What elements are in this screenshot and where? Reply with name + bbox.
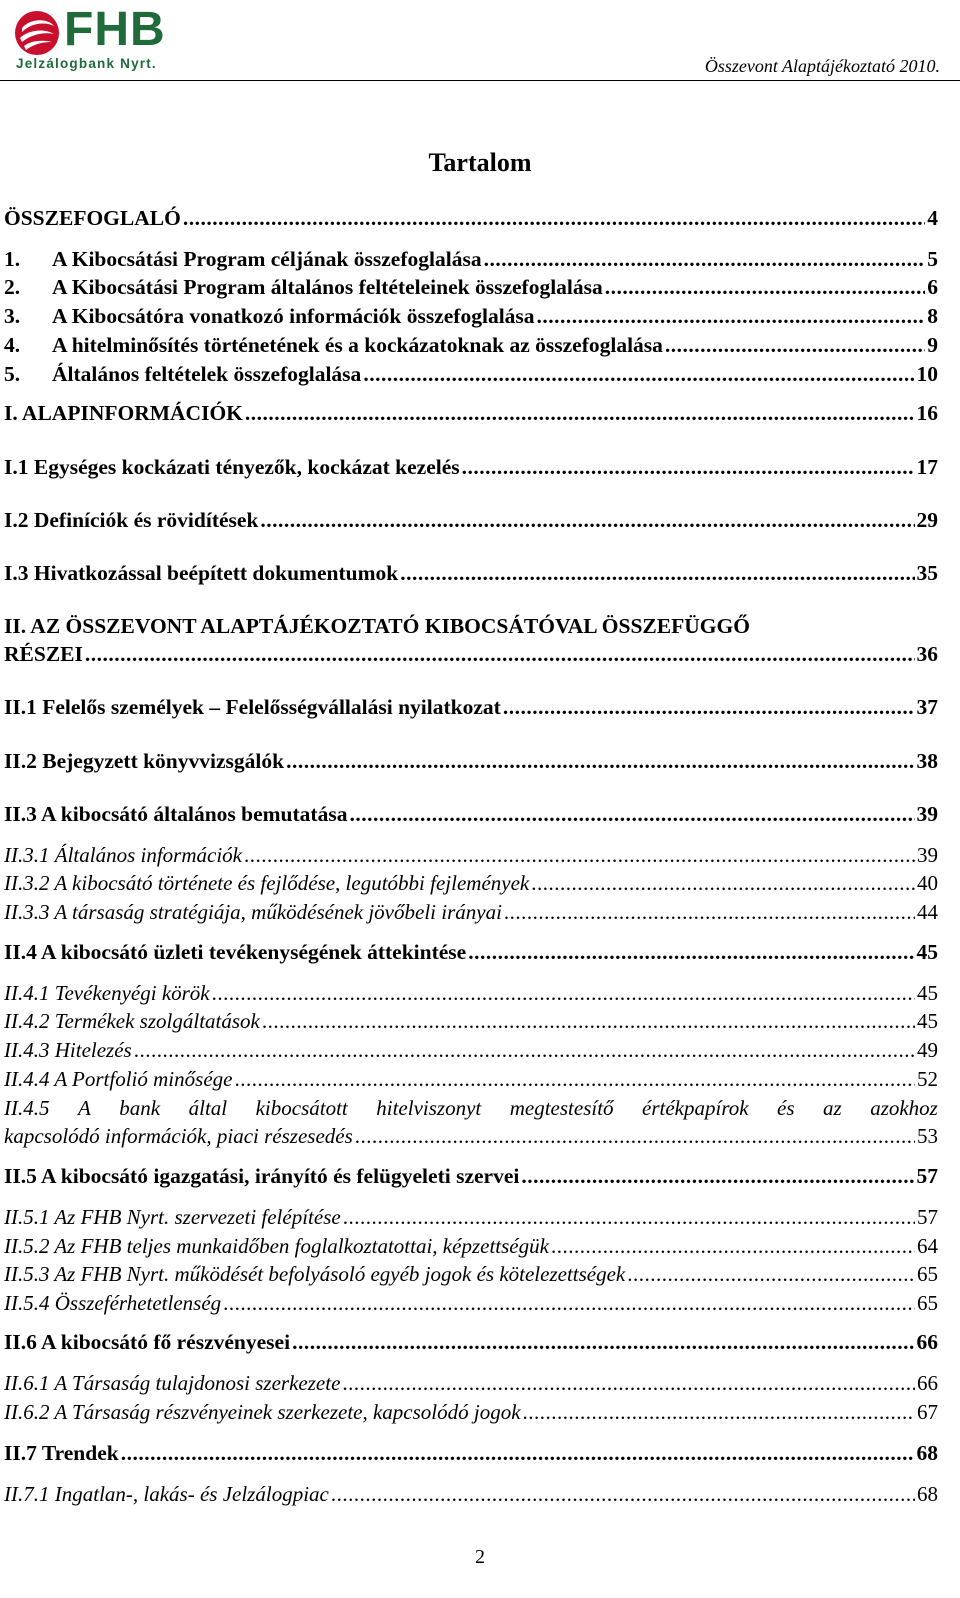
toc-entry[interactable] [4, 1291, 938, 1316]
toc-leader-dots [363, 362, 914, 387]
toc-leader-dots [286, 749, 914, 774]
toc-leader-dots [504, 900, 915, 925]
toc-entry[interactable] [4, 749, 938, 774]
toc-page-number: 36 [916, 642, 938, 666]
toc-leader-dots [523, 1400, 915, 1425]
toc-entry[interactable] [4, 1124, 938, 1149]
toc-entry-number: 2. [4, 275, 21, 299]
toc-entry-label: ÖSSZEFOGLALÓ [4, 206, 181, 230]
toc-entry[interactable] [4, 508, 938, 533]
page-number: 2 [475, 1546, 485, 1568]
toc-entry-label: II.7.1 Ingatlan-, lakás- és Jelzálogpiac [4, 1482, 329, 1506]
toc-leader-dots [245, 401, 915, 426]
toc-entry[interactable] [4, 1038, 938, 1063]
toc-entry-label: I.2 Definíciók és rövidítések [4, 508, 259, 532]
toc-entry-label: II.4.1 Tevékenyégi körök [4, 981, 210, 1005]
toc-entry-label: II.3 A kibocsátó általános bemutatása [4, 802, 348, 826]
toc-entry-label: A Kibocsátási Program céljának összefoglalása [52, 247, 482, 271]
toc-leader-dots [262, 1009, 915, 1034]
toc-leader-dots [244, 843, 915, 868]
toc-leader-dots [349, 802, 914, 827]
toc-entry[interactable] [4, 1067, 938, 1092]
toc-entry-label: II.4.3 Hitelezés [4, 1038, 132, 1062]
toc-page-number: 52 [917, 1067, 938, 1091]
logo-subtitle: Jelzálogbank Nyrt. [16, 56, 157, 71]
toc-page-number: 44 [917, 900, 938, 924]
toc-entry-label: II.4.2 Termékek szolgáltatások [4, 1009, 260, 1033]
toc-page-number: 39 [916, 802, 938, 826]
toc-page-number: 67 [917, 1400, 938, 1424]
toc-page-number: 16 [916, 401, 938, 425]
toc-entry[interactable] [4, 940, 938, 965]
toc-leader-dots [234, 1067, 915, 1092]
toc-word: által [188, 1096, 228, 1120]
toc-entry[interactable] [4, 561, 938, 586]
toc-leader-dots [551, 1234, 915, 1259]
toc-page-number: 8 [927, 304, 938, 328]
toc-leader-dots [627, 1262, 915, 1287]
toc-entry-label: II.6.1 A Társaság tulajdonosi szerkezete [4, 1371, 341, 1395]
header-divider [0, 80, 960, 81]
toc-entry[interactable] [4, 1441, 938, 1466]
toc-page-number: 66 [916, 1330, 938, 1354]
toc-entry-number: 5. [4, 362, 21, 386]
toc-leader-dots [342, 1371, 915, 1396]
toc-entry-label: II.5.3 Az FHB Nyrt. működését befolyásoló egyéb jogok és kötelezettségek [4, 1262, 626, 1286]
toc-page-number: 40 [917, 871, 938, 895]
toc-entry-label: kapcsolódó információk, piaci részesedés [4, 1124, 353, 1148]
toc-page-number: 38 [916, 749, 938, 773]
toc-entry-label: II.6 A kibocsátó fő részvényesei [4, 1330, 291, 1354]
toc-page-number: 68 [917, 1482, 938, 1506]
toc-word: hitelviszonyt [376, 1096, 482, 1120]
toc-entry[interactable] [4, 871, 938, 896]
toc-leader-dots [85, 642, 915, 667]
toc-leader-dots [503, 695, 915, 720]
toc-entry[interactable] [4, 333, 938, 358]
toc-entry[interactable] [4, 1234, 938, 1259]
toc-entry-label: A hitelminősítés történetének és a kockázatoknak az összefoglalása [52, 333, 663, 357]
toc-page-number: 37 [916, 695, 938, 719]
toc-entry-label: II.4.4 A Portfolió minősége [4, 1067, 233, 1091]
toc-page-number: 5 [927, 247, 938, 271]
document-header-title: Összevont Alaptájékoztató 2010. [704, 56, 940, 76]
toc-entry-label: II.3.1 Általános információk [4, 843, 242, 867]
toc-leader-dots [223, 1291, 915, 1316]
toc-leader-dots [468, 940, 914, 965]
toc-entry-label: A Kibocsátóra vonatkozó információk összefoglalása [52, 304, 535, 328]
toc-entry[interactable] [4, 1482, 938, 1507]
toc-entry[interactable] [4, 981, 938, 1006]
toc-entry[interactable] [4, 275, 938, 300]
toc-entry-label: I.3 Hivatkozással beépített dokumentumok [4, 561, 399, 585]
toc-leader-dots [400, 561, 914, 586]
toc-entry[interactable] [4, 362, 938, 387]
toc-page-number: 9 [927, 333, 938, 357]
toc-entry-label: II.2 Bejegyzett könyvvizsgálók [4, 749, 285, 773]
logo-wordmark: FHB [64, 3, 166, 56]
toc-word: értékpapírok [642, 1096, 749, 1120]
toc-entry[interactable] [4, 900, 938, 925]
toc-entry-label: RÉSZEI [4, 642, 83, 666]
toc-entry[interactable] [4, 1371, 938, 1396]
toc-entry[interactable] [4, 802, 938, 827]
toc-leader-dots [462, 455, 915, 480]
toc-entry-label: II.5.4 Összeférhetetlenség [4, 1291, 222, 1315]
toc-entry[interactable] [4, 1205, 938, 1230]
toc-word: II.4.5 [4, 1096, 50, 1120]
toc-word: kibocsátott [255, 1096, 348, 1120]
toc-leader-dots [121, 1441, 915, 1466]
toc-leader-dots [537, 304, 926, 329]
toc-page-number: 53 [917, 1124, 938, 1148]
toc-leader-dots [343, 1205, 915, 1230]
fhb-logo [14, 3, 188, 74]
toc-entry-label: Általános feltételek összefoglalása [52, 362, 362, 386]
toc-entry[interactable] [4, 304, 938, 329]
toc-leader-dots [331, 1482, 915, 1507]
toc-leader-dots [292, 1330, 914, 1355]
toc-entry-label: II.6.2 A Társaság részvényeinek szerkezete, kapcsolódó jogok [4, 1400, 521, 1424]
toc-leader-dots [605, 275, 925, 300]
toc-leader-dots [521, 1164, 914, 1189]
toc-entry-label: II.5.2 Az FHB teljes munkaidőben foglalkoztatottai, képzettségük [4, 1234, 549, 1258]
toc-entry-label: A Kibocsátási Program általános feltételeinek összefoglalása [52, 275, 603, 299]
toc-entry-number: 4. [4, 333, 21, 357]
toc-page-number: 29 [916, 508, 938, 532]
toc-entry[interactable] [4, 247, 938, 272]
toc-page-number: 10 [916, 362, 938, 386]
toc-page-number: 57 [917, 1205, 938, 1229]
toc-entry-label: II.1 Felelős személyek – Felelősségvállalási nyilatkozat [4, 695, 501, 719]
toc-leader-dots [531, 871, 915, 896]
toc-page-number: 68 [916, 1441, 938, 1465]
toc-word: A [77, 1096, 91, 1120]
toc-page-number: 17 [916, 455, 938, 479]
toc-entry-label: II.4 A kibocsátó üzleti tevékenységének áttekintése [4, 940, 467, 964]
toc-entry-label: II.3.2 A kibocsátó története és fejlődése, legutóbbi fejlemények [4, 871, 530, 895]
toc-entry[interactable] [4, 1330, 938, 1355]
toc-page-number: 4 [927, 206, 938, 230]
toc-leader-dots [260, 508, 914, 533]
toc-entry[interactable] [4, 1009, 938, 1034]
toc-page-number: 57 [916, 1164, 938, 1188]
toc-page-number: 6 [927, 275, 938, 299]
toc-leader-dots [134, 1038, 915, 1063]
toc-entry-label: I.1 Egységes kockázati tényezők, kockázat kezelés [4, 455, 460, 479]
toc-page-number: 39 [917, 843, 938, 867]
toc-leader-dots [484, 247, 926, 272]
toc-page-number: 64 [917, 1234, 938, 1258]
toc-entry-label: I. ALAPINFORMÁCIÓK [4, 401, 243, 425]
toc-leader-dots [665, 333, 925, 358]
toc-entry[interactable] [4, 642, 938, 667]
toc-entry[interactable] [4, 1400, 938, 1425]
toc-leader-dots [355, 1124, 915, 1149]
toc-entry[interactable] [4, 455, 938, 480]
toc-leader-dots [212, 981, 915, 1006]
toc-page-number: 45 [917, 1009, 938, 1033]
toc-word: az [823, 1096, 842, 1120]
page-title: Tartalom [428, 148, 532, 177]
page-header [0, 0, 960, 82]
toc-entry[interactable] [4, 1262, 938, 1287]
toc-entry-label: II.5 A kibocsátó igazgatási, irányító és felügyeleti szervei [4, 1164, 520, 1188]
toc-entry[interactable] [4, 206, 938, 231]
toc-entry[interactable] [4, 695, 938, 720]
toc-page-number: 66 [917, 1371, 938, 1395]
toc-page-number: 65 [917, 1291, 938, 1315]
toc-entry[interactable] [4, 1164, 938, 1189]
toc-word: és [777, 1096, 795, 1120]
toc-entry-label-line1[interactable]: II. AZ ÖSSZEVONT ALAPTÁJÉKOZTATÓ KIBOCSÁTÓVAL ÖSSZEFÜGGŐ [4, 614, 750, 638]
fhb-logo-mark-icon [14, 10, 60, 56]
toc-entry-label-line1[interactable] [4, 1096, 938, 1121]
toc-entry-number: 1. [4, 247, 21, 271]
toc-entry-label: II.5.1 Az FHB Nyrt. szervezeti felépítése [4, 1205, 341, 1229]
toc-page-number: 45 [917, 981, 938, 1005]
toc-page-number: 65 [917, 1262, 938, 1286]
toc-leader-dots [183, 206, 925, 231]
toc-word: azokhoz [870, 1096, 938, 1120]
toc-entry-number: 3. [4, 304, 21, 328]
toc-entry[interactable] [4, 843, 938, 868]
toc-entry-label: II.7 Trendek [4, 1441, 119, 1465]
toc-page-number: 35 [916, 561, 938, 585]
toc-word: megtestesítő [509, 1096, 614, 1120]
toc-page-number: 49 [917, 1038, 938, 1062]
toc-entry-label: II.3.3 A társaság stratégiája, működésének jövőbeli irányai [4, 900, 502, 924]
toc-word: bank [119, 1096, 161, 1120]
toc-entry[interactable] [4, 401, 938, 426]
toc-page-number: 45 [916, 940, 938, 964]
